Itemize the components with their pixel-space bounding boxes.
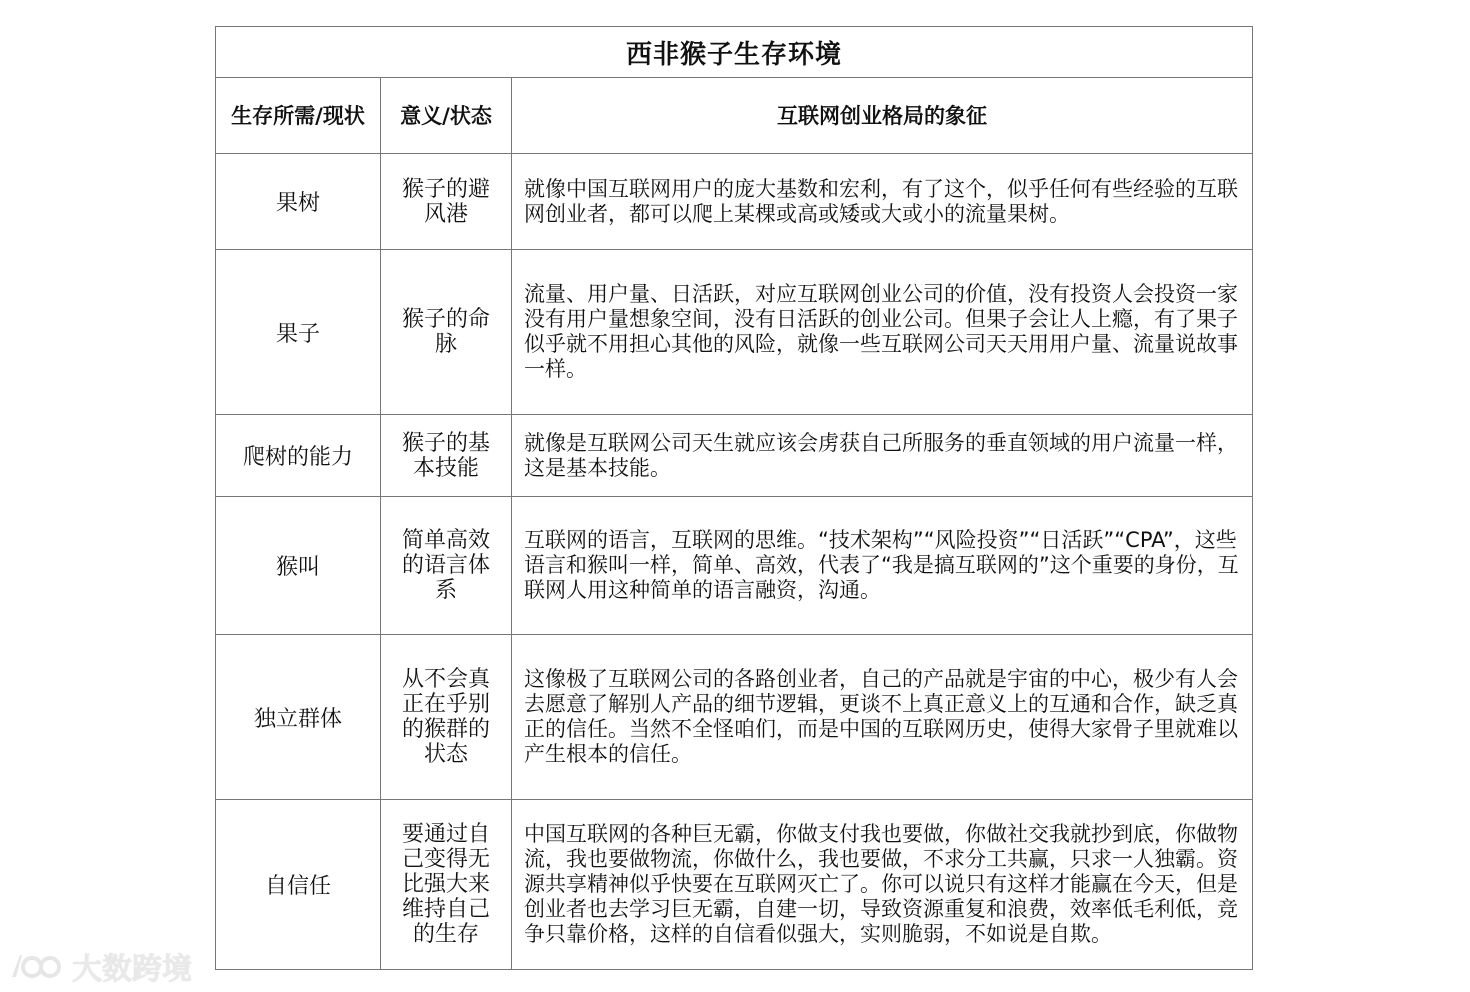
comparison-table xyxy=(215,26,1253,970)
table-row xyxy=(216,497,1253,635)
table-row xyxy=(216,800,1253,970)
row-need: 果子 xyxy=(216,250,381,415)
row-meaning: 从不会真正在乎别的猴群的状态 xyxy=(381,635,512,800)
table-row xyxy=(216,415,1253,497)
brand-logo-icon xyxy=(8,949,64,983)
row-meaning: 简单高效的语言体系 xyxy=(381,497,512,635)
table-row xyxy=(216,635,1253,800)
row-meaning: 要通过自己变得无比强大来维持自己的生存 xyxy=(381,800,512,970)
header-meaning: 意义/状态 xyxy=(381,78,512,154)
row-need: 自信任 xyxy=(216,800,381,970)
table-row xyxy=(216,250,1253,415)
header-row xyxy=(216,78,1253,154)
header-need: 生存所需/现状 xyxy=(216,78,381,154)
row-symbol: 就像中国互联网用户的庞大基数和宏利，有了这个，似乎任何有些经验的互联网创业者，都可以爬上某棵或高或矮或大或小的流量果树。 xyxy=(512,154,1253,250)
row-symbol: 就像是互联网公司天生就应该会虏获自己所服务的垂直领域的用户流量一样，这是基本技能。 xyxy=(512,415,1253,497)
row-symbol: 流量、用户量、日活跃，对应互联网创业公司的价值，没有投资人会投资一家没有用户量想象空间，没有日活跃的创业公司。但果子会让人上瘾，有了果子似乎就不用担心其他的风险，就像一些互联网公司天天用用户量、流量说故事一样。 xyxy=(512,250,1253,415)
watermark xyxy=(8,946,192,986)
title-row xyxy=(216,27,1253,78)
watermark-text: 大数跨境 xyxy=(72,952,192,987)
row-symbol: 这像极了互联网公司的各路创业者，自己的产品就是宇宙的中心，极少有人会去愿意了解别人产品的细节逻辑，更谈不上真正意义上的互通和合作，缺乏真正的信任。当然不全怪咱们，而是中国的互联网历史，使得大家骨子里就难以产生根本的信任。 xyxy=(512,635,1253,800)
row-need: 果树 xyxy=(216,154,381,250)
row-meaning: 猴子的基本技能 xyxy=(381,415,512,497)
row-need: 独立群体 xyxy=(216,635,381,800)
row-symbol: 互联网的语言，互联网的思维。“技术架构”“风险投资”“日活跃”“CPA”，这些语言和猴叫一样，简单、高效，代表了“我是搞互联网的”这个重要的身份，互联网人用这种简单的语言融资，沟通。 xyxy=(512,497,1253,635)
row-meaning: 猴子的命脉 xyxy=(381,250,512,415)
row-symbol: 中国互联网的各种巨无霸，你做支付我也要做，你做社交我就抄到底，你做物流，我也要做物流，你做什么，我也要做，不求分工共赢，只求一人独霸。资源共享精神似乎快要在互联网灭亡了。你可以说只有这样才能赢在今天，但是创业者也去学习巨无霸，自建一切，导致资源重复和浪费，效率低毛利低，竞争只靠价格，这样的自信看似强大，实则脆弱，不如说是自欺。 xyxy=(512,800,1253,970)
table-title: 西非猴子生存环境 xyxy=(216,27,1253,78)
row-need: 猴叫 xyxy=(216,497,381,635)
row-meaning: 猴子的避风港 xyxy=(381,154,512,250)
header-symbol: 互联网创业格局的象征 xyxy=(512,78,1253,154)
table-row xyxy=(216,154,1253,250)
row-need: 爬树的能力 xyxy=(216,415,381,497)
